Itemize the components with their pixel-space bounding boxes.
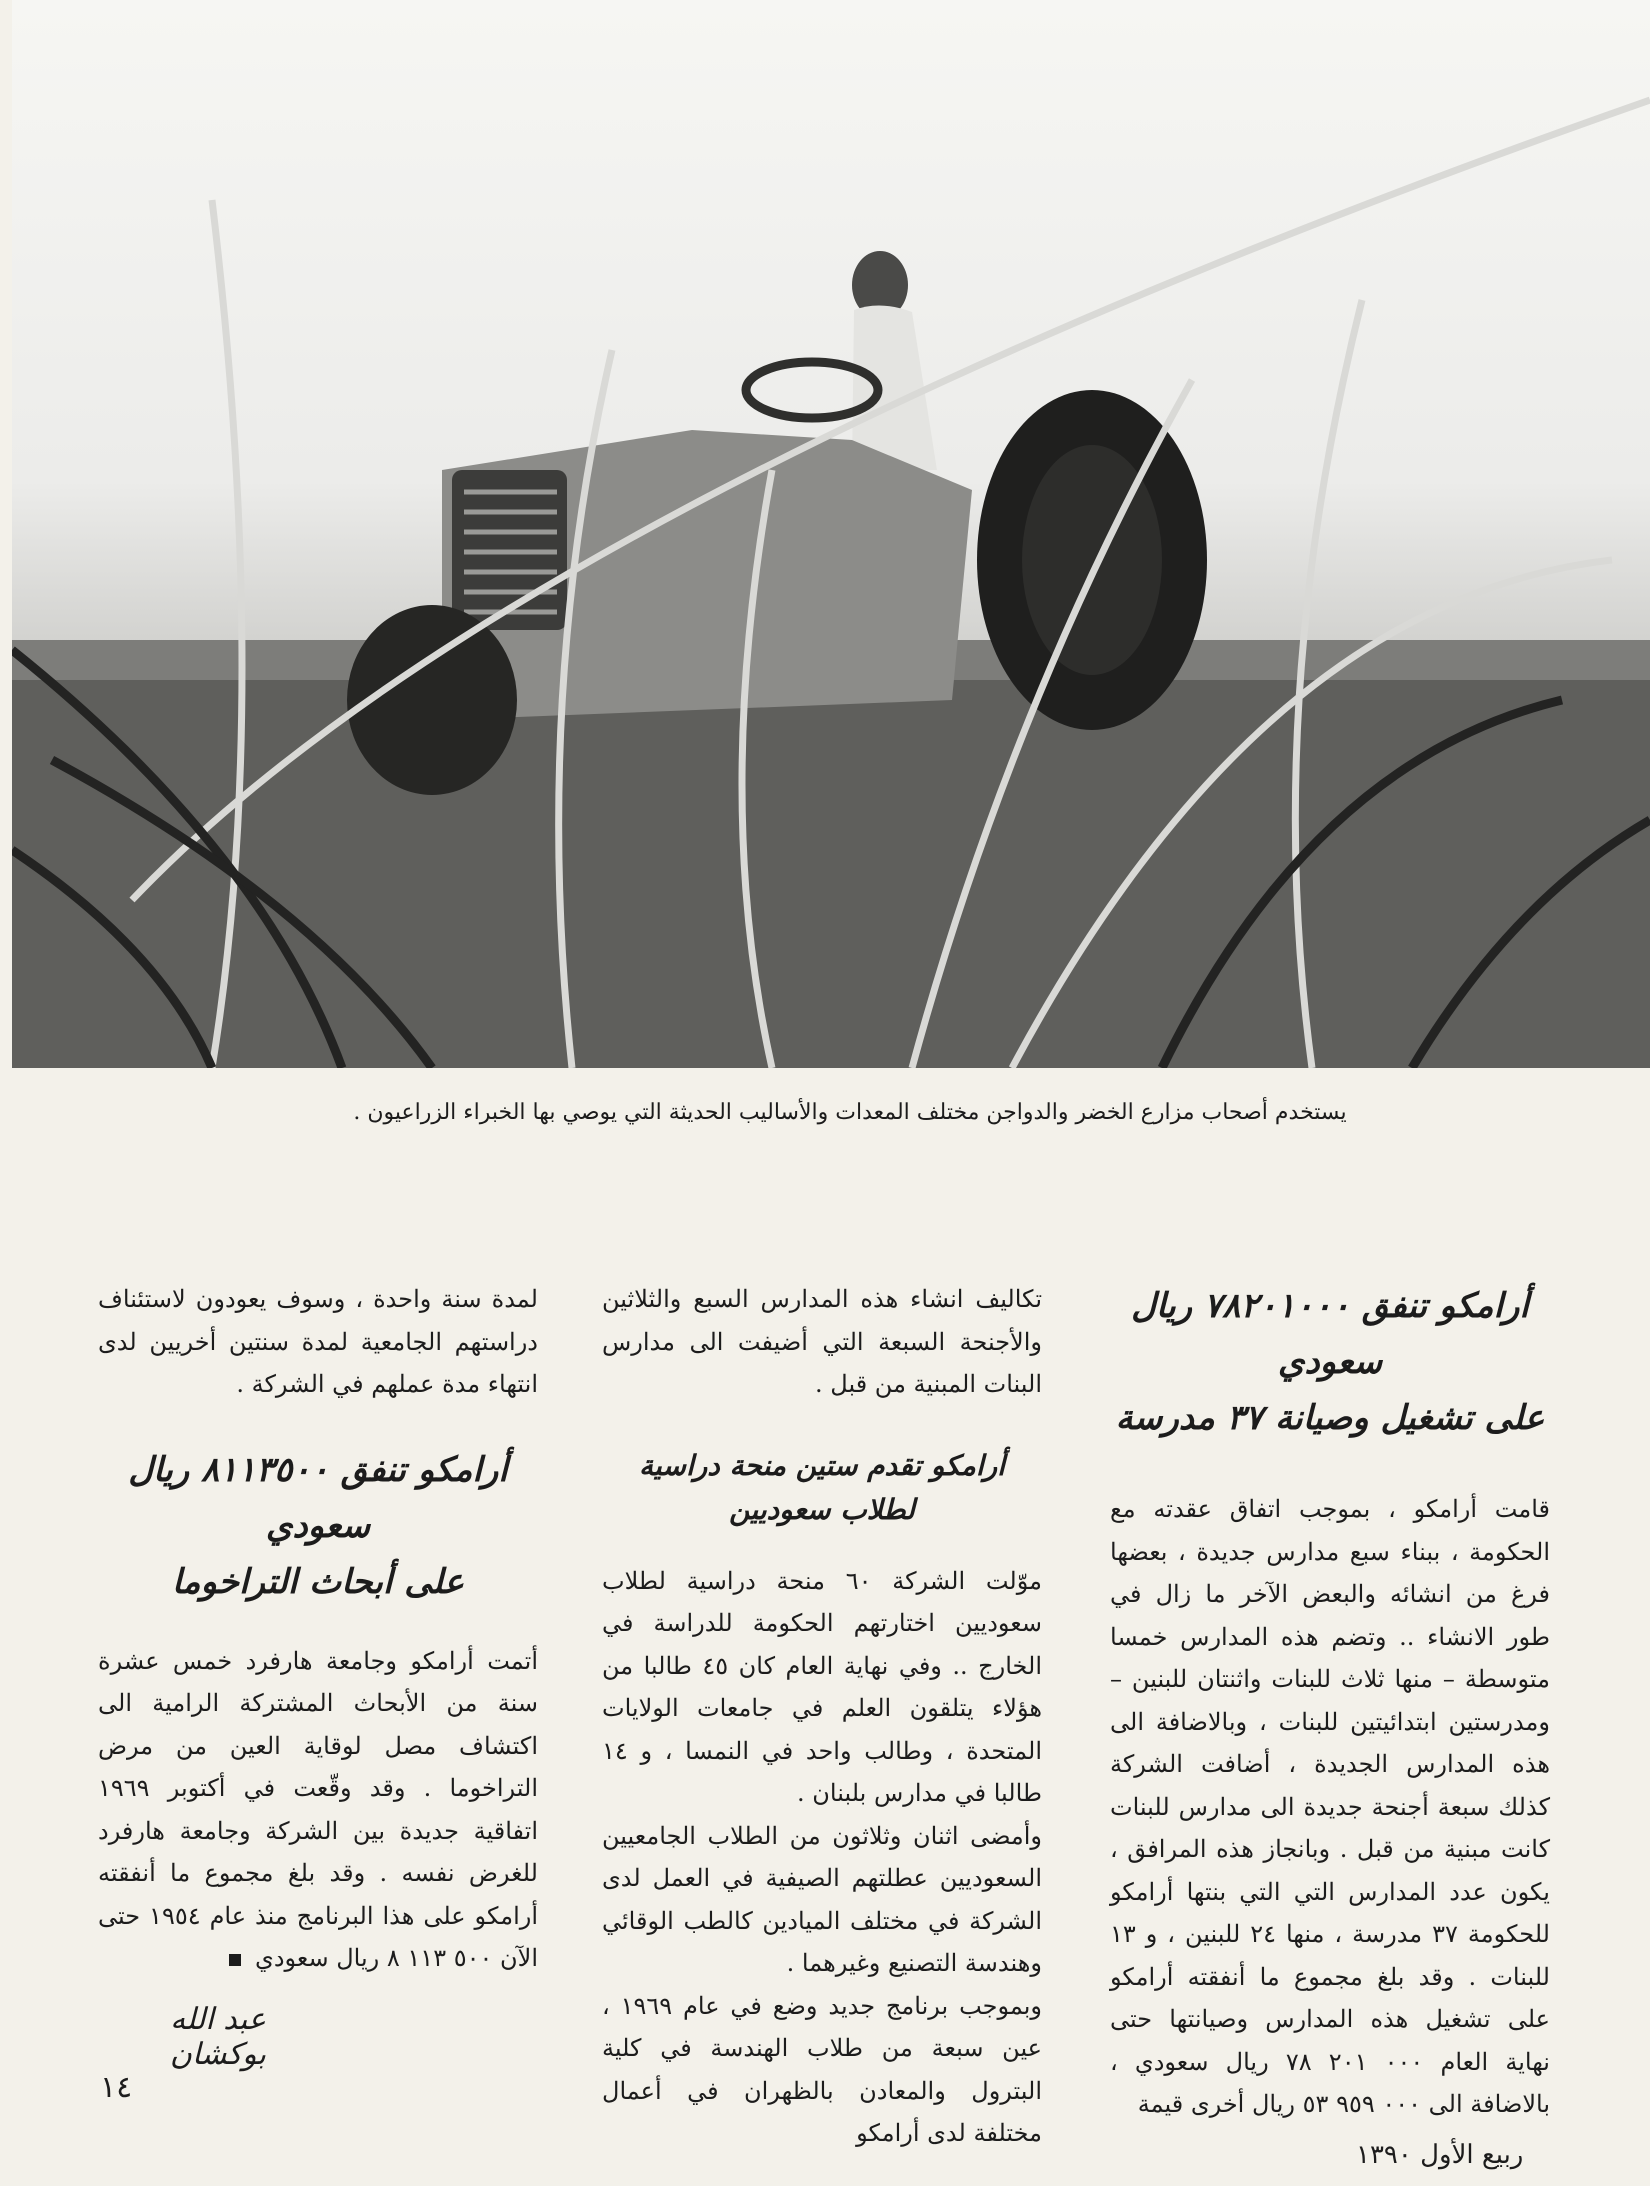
article-column-left bbox=[98, 1278, 538, 1980]
scholarships-article-continuation: لمدة سنة واحدة ، وسوف يعودون لاستئناف دراستهم الجامعية لمدة سنتين أخريين لدى انتهاء مدة عملهم في الشركة . bbox=[98, 1285, 538, 1398]
article-column-middle bbox=[602, 1278, 1042, 2155]
scholarships-paragraph-1: موّلت الشركة ٦٠ منحة دراسية لطلاب سعوديين اختارتهم الحكومة للدراسة في الخارج .. وفي نهاية العام كان ٤٥ طالبا من هؤلاء يتلقون العلم في جامعات الولايات المتحدة ، وطالب واحد في النمسا ، و ١٤ طالبا في مدارس بلبنان . bbox=[602, 1566, 1042, 1807]
headline-schools-line2: على تشغيل وصيانة ٣٧ مدرسة bbox=[1115, 1398, 1545, 1438]
headline-trachoma-line1: أرامكو تنفق ٨١١٣٥٠٠ ريال سعودي bbox=[128, 1449, 508, 1546]
tractor-photo bbox=[12, 0, 1650, 1068]
scholarships-paragraph-2: وأمضى اثنان وثلاثون من الطلاب الجامعيين السعوديين عطلتهم الصيفية في العمل لدى الشركة في مختلف الميادين كالطب الوقائي وهندسة التصنيع وغيرهما . bbox=[602, 1821, 1042, 1977]
headline-trachoma bbox=[98, 1442, 538, 1610]
headline-schools bbox=[1110, 1278, 1550, 1446]
trachoma-article-body bbox=[98, 1640, 538, 1980]
field-dark-rows bbox=[12, 680, 1650, 1068]
headline-scholarships: أرامكو تقدم ستين منحة دراسية لطلاب سعوديين bbox=[639, 1448, 1005, 1526]
author-signature: عبد الله بوكشان bbox=[169, 2002, 266, 2072]
scholarships-paragraph-3: وبموجب برنامج جديد وضع في عام ١٩٦٩ ، عين سبعة من طلاب الهندسة في كلية البترول والمعادن بالظهران في أعمال مختلفة لدى أرامكو bbox=[602, 1991, 1043, 2147]
schools-article-body: قامت أرامكو ، بموجب اتفاق عقدته مع الحكومة ، ببناء سبع مدارس جديدة ، بعضها فرغ من انشائه والبعض الآخر ما زال في طور الانشاء .. وتضم هذه المدارس خمسا متوسطة – منها ثلاث للبنات واثنتان للبنين – ومدرستين ابتدائيتين للبنات ، وبالاضافة الى هذه المدارس الجديدة ، أضافت الشركة كذلك سبعة أجنحة جديدة الى مدارس للبنات كانت مبنية من قبل . وبانجاز هذه المرافق ، يكون عدد المدارس التي التي بنتها أرامكو للحكومة ٣٧ مدرسة ، منها ٢٤ للبنين ، و ١٣ للبنات . وقد بلغ مجموع ما أنفقته أرامكو على تشغيل هذه المدارس وصيانتها حتى نهاية العام ٠٠٠ ٢٠١ ٧٨ ريال سعودي ، بالاضافة الى ٠٠٠ ٩٥٩ ٥٣ ريال أخرى قيمة bbox=[1110, 1495, 1550, 2118]
photo-caption: يستخدم أصحاب مزارع الخضر والدواجن مختلف المعدات والأساليب الحديثة التي يوصي بها الخبراء الزراعيون . bbox=[353, 1100, 1347, 1125]
tractor-in-field-illustration bbox=[12, 0, 1650, 1068]
page-number: ١٤ bbox=[100, 2070, 133, 2105]
end-square-icon bbox=[229, 1954, 241, 1966]
trachoma-article-text: أتمت أرامكو وجامعة هارفرد خمس عشرة سنة من الأبحاث المشتركة الرامية الى اكتشاف مصل لوقاية العين من مرض التراخوما . وقد وقّعت في أكتوبر ١٩٦٩ اتفاقية جديدة بين الشركة وجامعة هارفرد للغرض نفسه . وقد بلغ مجموع ما أنفقته أرامكو على هذا البرنامج منذ عام ١٩٥٤ حتى الآن ٥٠٠ ١١٣ ٨ ريال سعودي bbox=[98, 1646, 538, 1972]
schools-article-continuation: تكاليف انشاء هذه المدارس السبع والثلاثين والأجنحة السبعة التي أضيفت الى مدارس البنات المبنية من قبل . bbox=[602, 1285, 1042, 1398]
issue-date: ربيع الأول ١٣٩٠ bbox=[1356, 2140, 1524, 2170]
grille-slats bbox=[464, 492, 557, 612]
headline-schools-line1: أرامكو تنفق ٧٨٢٠١٠٠٠ ريال سعودي bbox=[1131, 1286, 1529, 1382]
article-column-right bbox=[1110, 1278, 1550, 2126]
headline-trachoma-line2: على أبحاث التراخوما bbox=[171, 1561, 465, 1602]
